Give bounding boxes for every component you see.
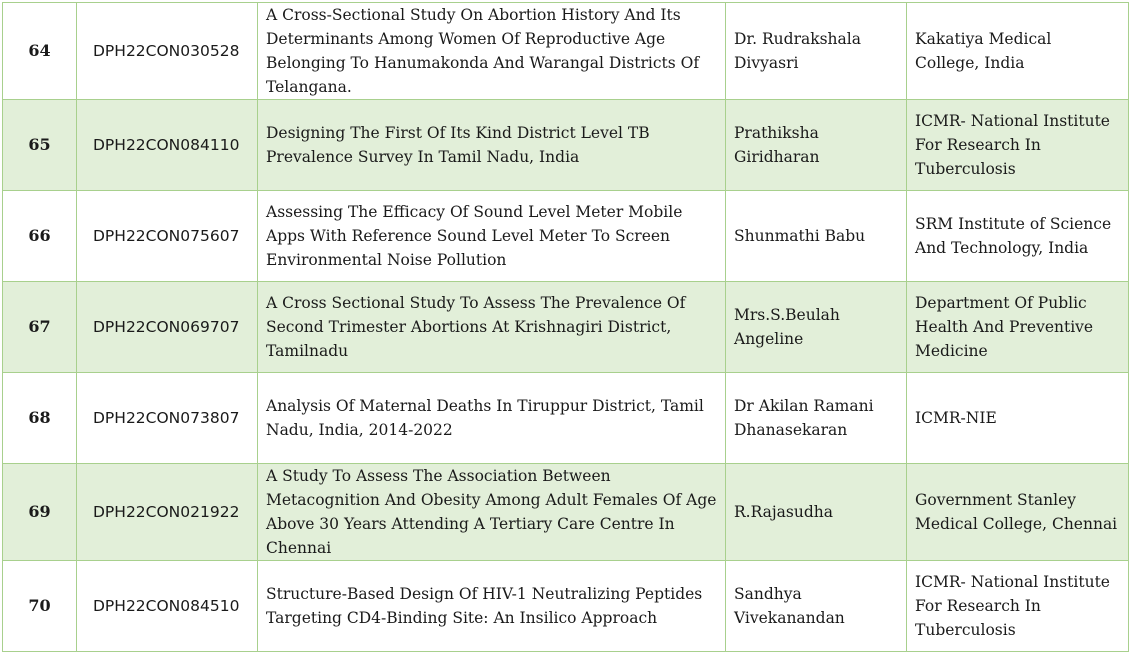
table-row — [3, 464, 1129, 561]
institution: SRM Institute of Science And Technology, India — [907, 191, 1129, 282]
abstract-table-container — [2, 2, 1129, 652]
institution: ICMR-NIE — [907, 373, 1129, 464]
author-name: Shunmathi Babu — [726, 191, 907, 282]
table-row — [3, 282, 1129, 373]
table-row — [3, 373, 1129, 464]
institution: Government Stanley Medical College, Chennai — [907, 464, 1129, 561]
abstract-title: Structure-Based Design Of HIV-1 Neutralizing Peptides Targeting CD4-Binding Site: An Insilico Approach — [258, 561, 726, 652]
submission-code: DPH22CON069707 — [77, 282, 258, 373]
author-name: Dr. Rudrakshala Divyasri — [726, 3, 907, 100]
institution: ICMR- National Institute For Research In Tuberculosis — [907, 561, 1129, 652]
row-number: 70 — [3, 561, 77, 652]
institution: ICMR- National Institute For Research In Tuberculosis — [907, 100, 1129, 191]
row-number: 68 — [3, 373, 77, 464]
table-row — [3, 3, 1129, 100]
row-number: 64 — [3, 3, 77, 100]
abstract-title: Assessing The Efficacy Of Sound Level Meter Mobile Apps With Reference Sound Level Meter To Screen Environmental Noise Pollution — [258, 191, 726, 282]
submission-code: DPH22CON021922 — [77, 464, 258, 561]
row-number: 66 — [3, 191, 77, 282]
institution: Kakatiya Medical College, India — [907, 3, 1129, 100]
table-row — [3, 191, 1129, 282]
author-name: Dr Akilan Ramani Dhanasekaran — [726, 373, 907, 464]
abstract-title: Designing The First Of Its Kind District Level TB Prevalence Survey In Tamil Nadu, India — [258, 100, 726, 191]
submission-code: DPH22CON084510 — [77, 561, 258, 652]
submission-code: DPH22CON030528 — [77, 3, 258, 100]
row-number: 67 — [3, 282, 77, 373]
submission-code: DPH22CON073807 — [77, 373, 258, 464]
author-name: Mrs.S.Beulah Angeline — [726, 282, 907, 373]
author-name: R.Rajasudha — [726, 464, 907, 561]
abstract-title: A Cross Sectional Study To Assess The Prevalence Of Second Trimester Abortions At Krishnagiri District, Tamilnadu — [258, 282, 726, 373]
table-row — [3, 100, 1129, 191]
row-number: 69 — [3, 464, 77, 561]
author-name: Sandhya Vivekanandan — [726, 561, 907, 652]
submission-code: DPH22CON084110 — [77, 100, 258, 191]
author-name: Prathiksha Giridharan — [726, 100, 907, 191]
abstract-title: A Study To Assess The Association Between Metacognition And Obesity Among Adult Females Of Age Above 30 Years Attending A Tertiary Care Centre In Chennai — [258, 464, 726, 561]
abstract-title: Analysis Of Maternal Deaths In Tiruppur District, Tamil Nadu, India, 2014-2022 — [258, 373, 726, 464]
abstract-table — [2, 2, 1129, 652]
row-number: 65 — [3, 100, 77, 191]
submission-code: DPH22CON075607 — [77, 191, 258, 282]
abstract-title: A Cross-Sectional Study On Abortion History And Its Determinants Among Women Of Reproductive Age Belonging To Hanumakonda And Warangal Districts Of Telangana. — [258, 3, 726, 100]
table-row — [3, 561, 1129, 652]
institution: Department Of Public Health And Preventive Medicine — [907, 282, 1129, 373]
